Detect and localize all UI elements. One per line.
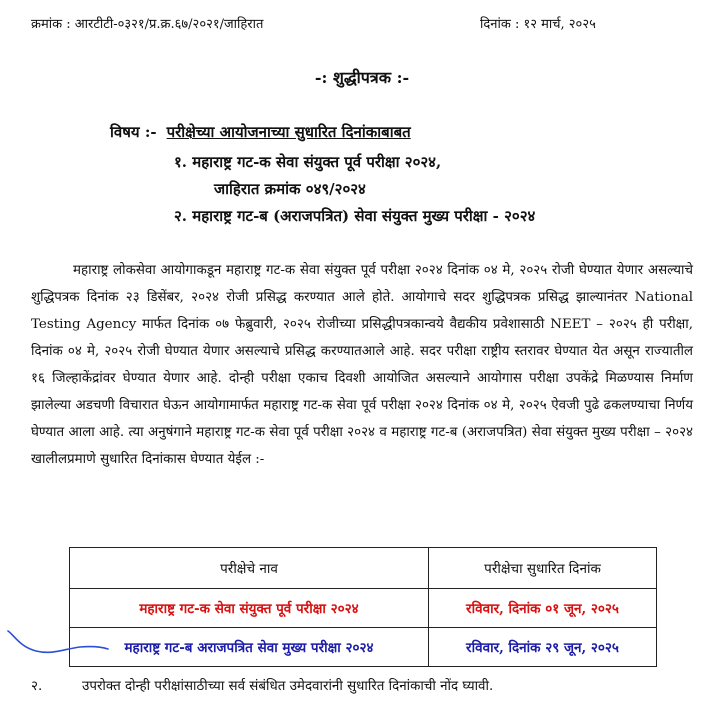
note-text: उपरोक्त दोन्ही परीक्षांसाठीच्या सर्व संबंधित उमेदवारांनी सुधारित दिनांकाची नोंद घ्यावी.: [82, 679, 494, 694]
table-cell-exam-name: महाराष्ट्र गट-ब अराजपत्रित सेवा मुख्य परीक्षा २०२४: [70, 628, 429, 667]
subject-line: [110, 122, 411, 142]
subject-text: परीक्षेच्या आयोजनाच्या सुधारित दिनांकाबाबत: [166, 123, 411, 141]
table-row: [70, 589, 657, 628]
reference-number: क्रमांक : आरटीटी-०३२१/प्र.क्र.६७/२०२१/जाहिरात: [31, 17, 264, 32]
body-paragraph: महाराष्ट्र लोकसेवा आयोगाकडून महाराष्ट्र गट-क सेवा संयुक्त पूर्व परीक्षा २०२४ दिनांक ०४ मे, २०२५ रोजी घेण्यात येणार असल्याचे शुद्धिपत्रक दिनांक २३ डिसेंबर, २०२४ रोजी प्रसिद्ध करण्यात आले होते. आयोगाचे सदर शुद्धिपत्रक प्रसिद्ध झाल्यानंतर National Testing Agency मार्फत दिनांक ०७ फेब्रुवारी, २०२५ रोजीच्या प्रसिद्धीपत्रकान्वये वैद्यकीय प्रवेशासाठी NEET – २०२५ ही परीक्षा, दिनांक ०४ मे, २०२५ रोजी घेण्यात येणार असल्याचे प्रसिद्ध करण्यातआले आहे. सदर परीक्षा राष्ट्रीय स्तरावर घेण्यात येत असून राज्यातील १६ जिल्हाकेंद्रांवर घेण्यात येणार आहे. दोन्ही परीक्षा एकाच दिवशी आयोजित असल्याने आयोगास परीक्षा उपकेंद्रे मिळण्यास निर्माण झालेल्या अडचणी विचारात घेऊन आयोगामार्फत महाराष्ट्र गट-क सेवा पूर्व परीक्षा २०२४ दिनांक ०४ मे, २०२५ ऐवजी पुढे ढकलण्याचा निर्णय घेण्यात आला आहे. त्या अनुषंगाने महाराष्ट्र गट-क सेवा पूर्व परीक्षा २०२४ व महाराष्ट्र गट-ब (अराजपत्रित) सेवा संयुक्त मुख्य परीक्षा – २०२४ खालीलप्रमाणे सुधारित दिनांकास घेण्यात येईल :-: [31, 263, 693, 467]
subject-item-2: २. महाराष्ट्र गट-ब (अराजपत्रित) सेवा संयुक्त मुख्य परीक्षा - २०२४: [174, 207, 536, 225]
subject-label: विषय :-: [110, 123, 157, 141]
document-date: दिनांक : १२ मार्च, २०२५: [480, 17, 596, 32]
page-title: -: शुद्धीपत्रक :-: [314, 68, 410, 87]
subject-item-1: १. महाराष्ट्र गट-क सेवा संयुक्त पूर्व परीक्षा २०२४,: [174, 153, 442, 171]
table-header-revised-date: परीक्षेचा सुधारित दिनांक: [429, 548, 657, 589]
exam-schedule-table: [69, 547, 657, 667]
table-cell-revised-date: रविवार, दिनांक २९ जून, २०२५: [429, 628, 657, 667]
pen-annotation-stroke: [0, 625, 140, 665]
subject-item-1-advertisement: जाहिरात क्रमांक ०४९/२०२४: [214, 180, 366, 198]
table-header-row: [70, 548, 657, 589]
table-cell-exam-name: महाराष्ट्र गट-क सेवा संयुक्त पूर्व परीक्षा २०२४: [70, 589, 429, 628]
table-row: [70, 628, 657, 667]
table-cell-revised-date: रविवार, दिनांक ०१ जून, २०२५: [429, 589, 657, 628]
note-number: २.: [31, 679, 43, 694]
table-header-exam-name: परीक्षेचे नाव: [70, 548, 429, 589]
